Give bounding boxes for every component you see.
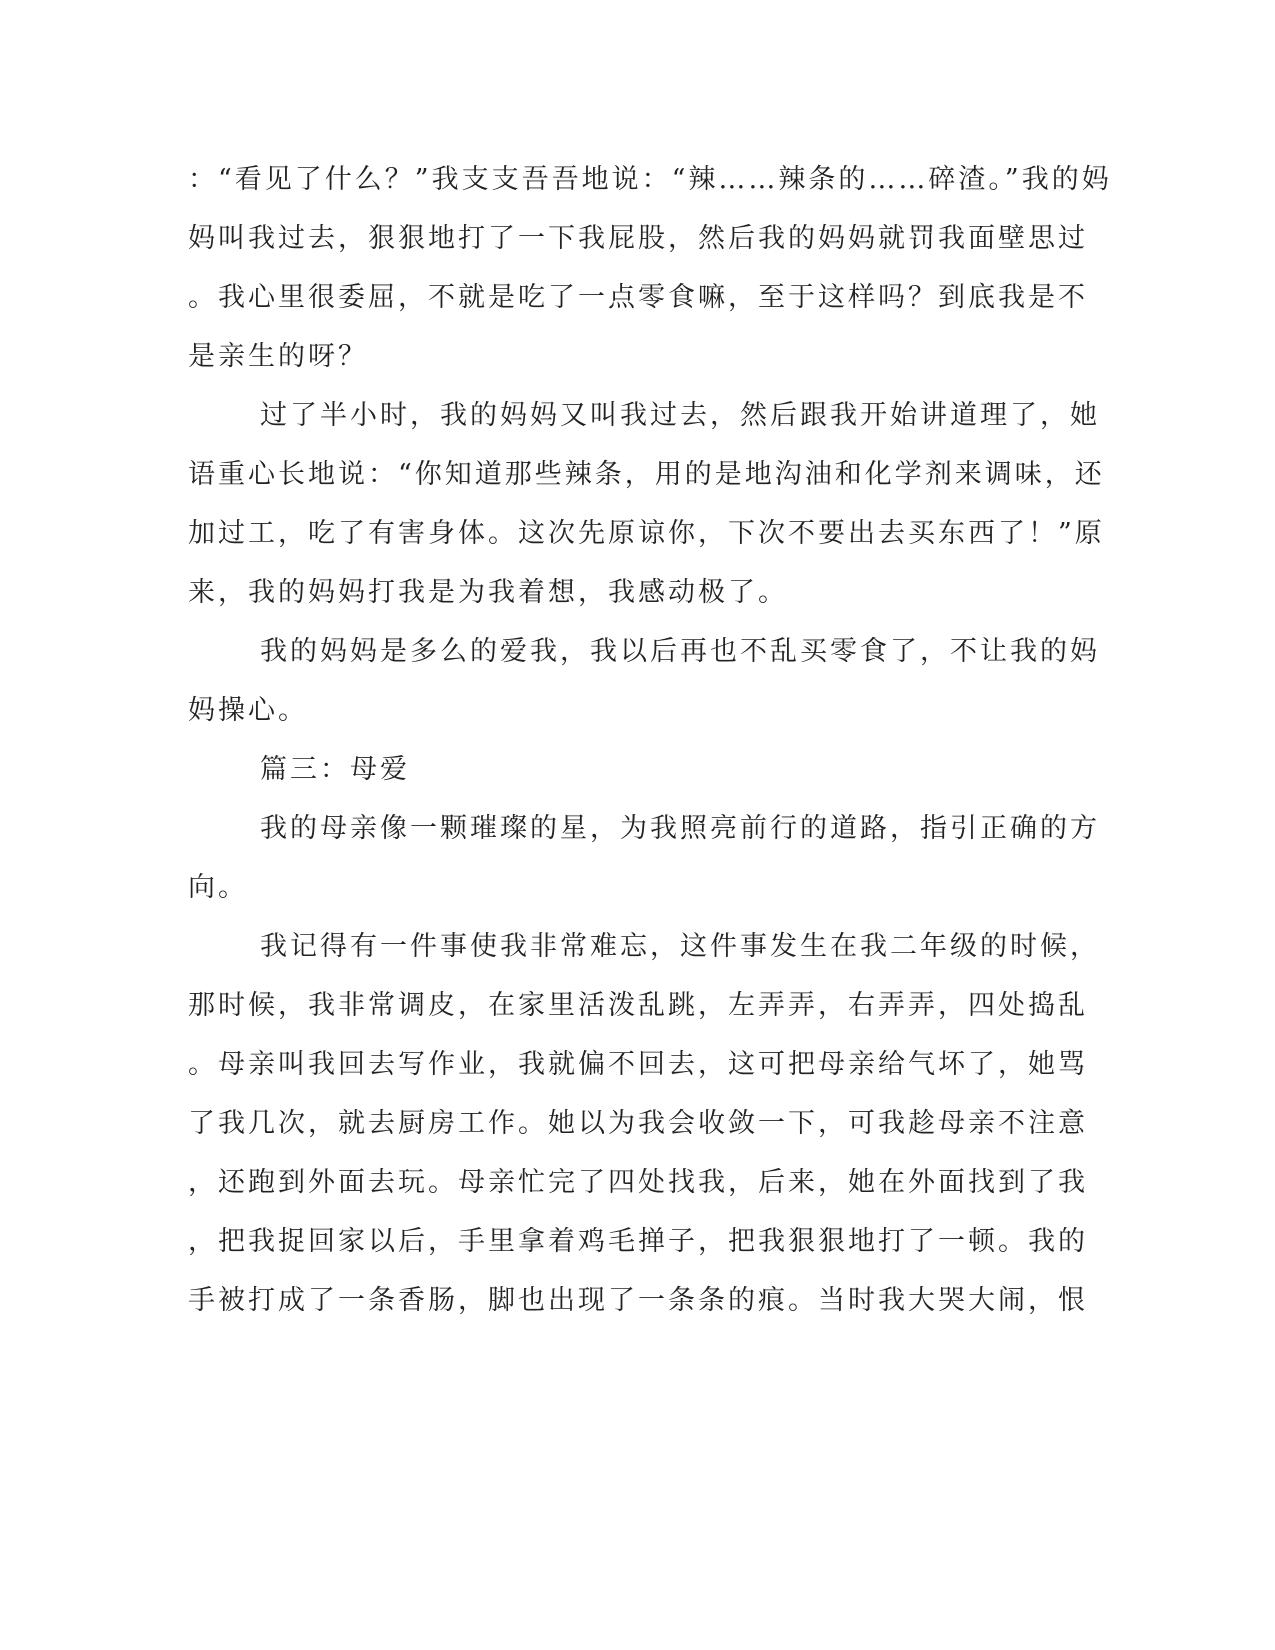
text-line: 那时候，我非常调皮，在家里活泼乱跳，左弄弄，右弄弄，四处捣乱 [188,990,1088,1021]
paragraph-first-line: 过了半小时，我的妈妈又叫我过去，然后跟我开始讲道理了，她 [260,400,1100,431]
text-line: ，把我捉回家以后，手里拿着鸡毛掸子，把我狠狠地打了一顿。我的 [188,1226,1088,1257]
text-line: 妈叫我过去，狠狠地打了一下我屁股，然后我的妈妈就罚我面壁思过 [188,223,1088,254]
section-heading: 篇三：母爱 [260,754,410,785]
paragraph-first-line: 我的母亲像一颗璀璨的星，为我照亮前行的道路，指引正确的方 [260,813,1100,844]
text-line: ：“看见了什么？”我支支吾吾地说：“辣……辣条的……碎渣。”我的妈 [188,164,1112,195]
text-line: 来，我的妈妈打我是为我着想，我感动极了。 [188,577,788,608]
text-line: 手被打成了一条香肠，脚也出现了一条条的痕。当时我大哭大闹，恨 [188,1285,1088,1316]
paragraph-first-line: 我记得有一件事使我非常难忘，这件事发生在我二年级的时候， [260,931,1100,962]
paragraph-first-line: 我的妈妈是多么的爱我，我以后再也不乱买零食了，不让我的妈 [260,636,1100,667]
text-line: ，还跑到外面去玩。母亲忙完了四处找我，后来，她在外面找到了我 [188,1167,1088,1198]
text-line: 是亲生的呀？ [188,341,368,372]
text-line: 。母亲叫我回去写作业，我就偏不回去，这可把母亲给气坏了，她骂 [188,1049,1088,1080]
text-line: 向。 [188,872,248,903]
text-line: 。我心里很委屈，不就是吃了一点零食嘛，至于这样吗？到底我是不 [188,282,1088,313]
text-line: 了我几次，就去厨房工作。她以为我会收敛一下，可我趁母亲不注意 [188,1108,1088,1139]
text-line: 加过工，吃了有害身体。这次先原谅你，下次不要出去买东西了！”原 [188,518,1105,549]
text-line: 妈操心。 [188,695,308,726]
text-line: 语重心长地说：“你知道那些辣条，用的是地沟油和化学剂来调味，还 [188,459,1105,490]
